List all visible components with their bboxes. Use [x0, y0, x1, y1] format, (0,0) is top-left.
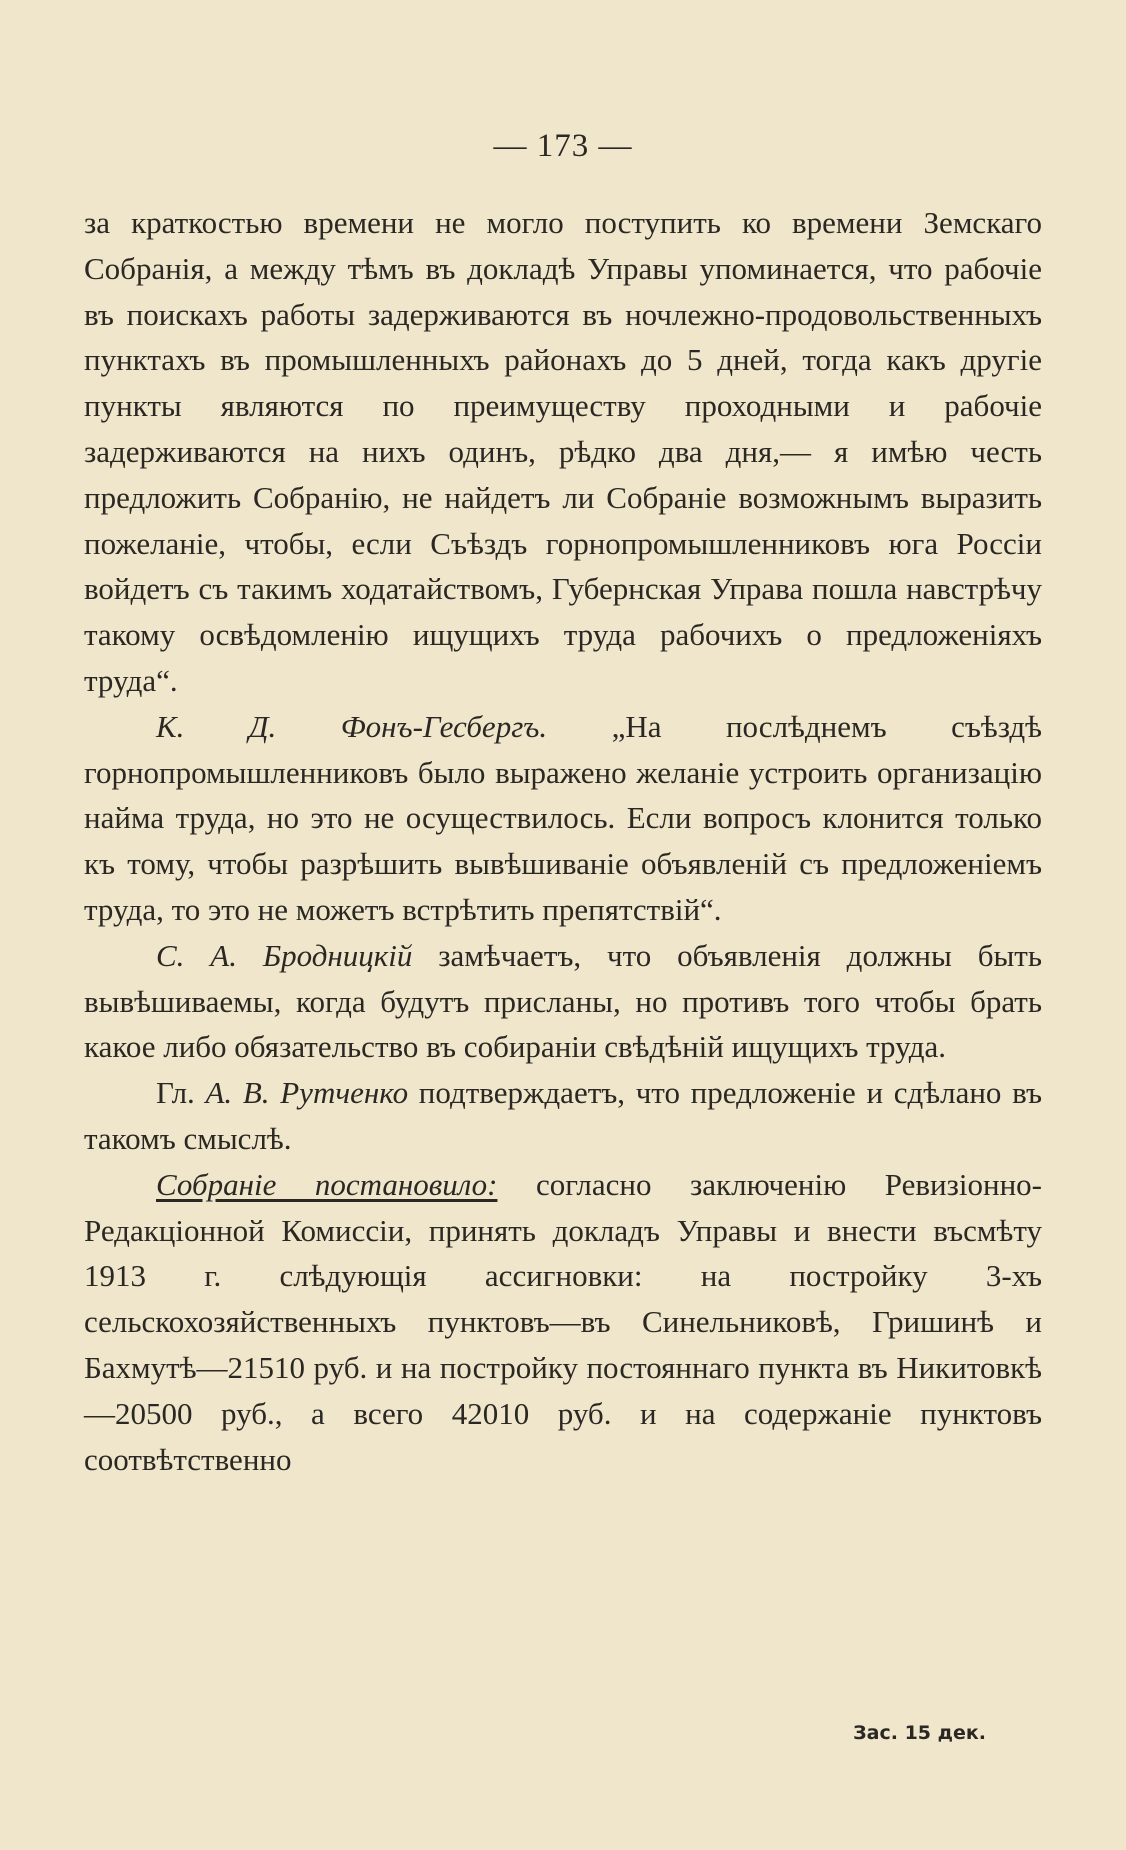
- paragraph-1: [84, 200, 1042, 704]
- paragraph-3: [84, 933, 1042, 1070]
- resolution-heading: Собраніе постановило:: [156, 1166, 498, 1202]
- paragraph-text: замѣчаетъ, что объявленія должны быть вывѣшиваемы, когда будутъ присланы, но противъ того чтобы брать какое либо обязательство въ собираніи свѣдѣній ищущихъ труда.: [84, 937, 1042, 1065]
- footer-signature: Зас. 15 дек.: [853, 1722, 986, 1744]
- paragraph-text: согласно заключенію Ревизіонно-Редакціонной Комиссіи, принять докладъ Управы и внести въсмѣту 1913 г. слѣдующія ассигновки: на постройку 3-хъ сельскохозяйственныхъ пунктовъ—въ Синельниковѣ, Гришинѣ и Бахмутѣ—21510 руб. и на постройку постояннаго пункта въ Никитовкѣ—20500 руб., а всего 42010 руб. и на содержаніе пунктовъ соотвѣтственно: [84, 1166, 1042, 1477]
- paragraph-5: [84, 1162, 1042, 1483]
- page-number: — 173 —: [493, 128, 633, 164]
- paragraph-text: подтверждаетъ, что предложеніе и сдѣлано въ такомъ смыслѣ.: [84, 1075, 1042, 1156]
- paragraph-text: за краткостью времени не могло поступить ко времени Земскаго Собранія, а между тѣмъ въ докладѣ Управы упоминается, что рабочіе въ поискахъ работы задерживаются въ ночлежно-продовольственныхъ пунктахъ въ промышленныхъ районахъ до 5 дней, тогда какъ другіе пункты являются по преимуществу проходными и рабочіе задерживаются на нихъ одинъ, рѣдко два дня,— я имѣю честь предложить Собранію, не найдетъ ли Собраніе возможнымъ выразить пожеланіе, чтобы, если Съѣздъ горнопромышленниковъ юга Россіи войдетъ съ такимъ ходатайствомъ, Губернская Управа пошла навстрѣчу такому освѣдомленію ищущихъ труда рабочихъ о предложеніяхъ труда“.: [84, 205, 1042, 698]
- speaker-prefix: Гл.: [156, 1075, 206, 1111]
- speaker-name: А. В. Рутченко: [205, 1075, 409, 1111]
- paragraph-text: „На послѣднемъ съѣздѣ горнопромышленниковъ было выражено желаніе устроить организацію найма труда, но это не осуществилось. Если вопросъ клонится только къ тому, чтобы разрѣшить вывѣшиваніе объявленій съ предложеніемъ труда, то это не можетъ встрѣтить препятствій“.: [84, 708, 1042, 927]
- paragraph-2: [84, 704, 1042, 933]
- document-body: [84, 200, 1042, 1482]
- paragraph-4: [84, 1070, 1042, 1162]
- speaker-name: К. Д. Фонъ-Гесбергъ.: [156, 708, 548, 744]
- speaker-name: С. А. Бродницкій: [156, 937, 413, 973]
